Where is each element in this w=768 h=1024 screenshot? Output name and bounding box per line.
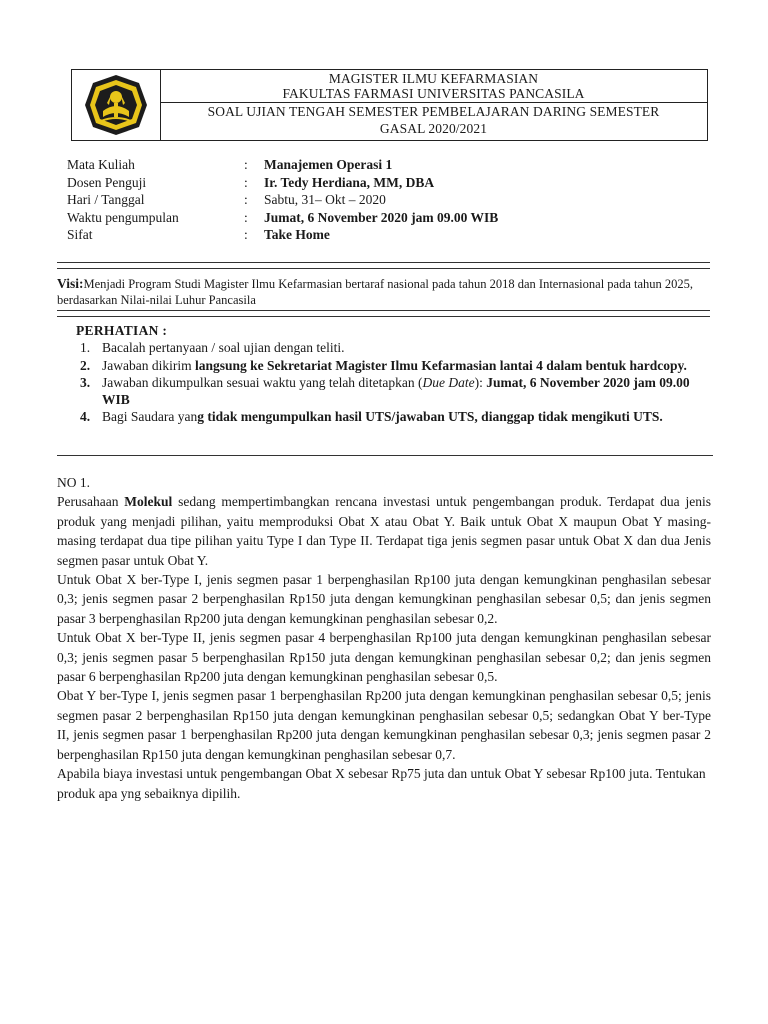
paragraph-text: Perusahaan xyxy=(57,494,125,510)
notice-number: 3. xyxy=(80,375,91,390)
notice-item xyxy=(80,375,700,408)
question-paragraph: Apabila biaya investasi untuk pengembangan Obat X sebesar Rp75 juta dan untuk Obat Y sebesar Rp100 juta. Tentukan produk apa yng sebaiknya dipilih. xyxy=(57,766,706,801)
notice-text: ): xyxy=(474,375,487,390)
notice-text-italic: Due Date xyxy=(422,375,475,390)
question-paragraph: Untuk Obat X ber-Type I, jenis segmen pasar 1 berpenghasilan Rp100 juta dengan kemungkinan penghasilan sebesar 0,3; jenis segmen pasar 2 berpenghasilan Rp150 juta dengan kemungkinan penghasilan sebesar 0,5; dan jenis segmen pasar 3 berpenghasilan Rp200 juta dengan kemungkinan penghasilan sebesar 0,2. xyxy=(57,572,711,626)
meta-value: Ir. Tedy Herdiana, MM, DBA xyxy=(264,174,435,190)
section-rule xyxy=(57,455,713,456)
notice-text-bold: Jumat, 6 November 2020 jam 09.00 WIB xyxy=(102,375,690,407)
meta-label: Mata Kuliah xyxy=(67,157,135,172)
header-divider xyxy=(160,102,707,103)
question-paragraph: Obat Y ber-Type I, jenis segmen pasar 1 berpenghasilan Rp200 juta dengan kemungkinan penghasilan sebesar 0,5; jenis segmen pasar 2 berpenghasilan Rp150 juta dengan kemungkinan penghasilan sebesar 0,5; sedangkan Obat Y ber-Type II, jenis segmen pasar 1 berpenghasilan Rp200 juta dengan kemungkinan penghasilan sebesar 0,3; jenis segmen pasar 2 berpenghasilan Rp150 juta dengan kemungkinan penghasilan sebesar 0,7. xyxy=(57,688,711,762)
notice-text-bold: langsung ke Sekretariat Magister Ilmu Kefarmasian lantai 4 dalam bentuk hardcopy. xyxy=(194,357,687,373)
notice-list xyxy=(80,340,700,427)
notice-item xyxy=(80,358,700,375)
meta-label: Waktu pengumpulan xyxy=(67,209,179,225)
notice-item xyxy=(80,340,700,357)
meta-label: Hari / Tanggal xyxy=(67,192,145,207)
meta-value: Sabtu, 31– Okt – 2020 xyxy=(264,192,386,207)
notice-number: 4. xyxy=(80,409,91,424)
company-name: Molekul xyxy=(124,494,173,510)
notice-item xyxy=(80,409,700,426)
notice-text-bold: g tidak mengumpulkan hasil UTS/jawaban UTS, dianggap tidak mengikuti UTS. xyxy=(197,409,663,424)
paragraph-text: sedang mempertimbangkan rencana investasi untuk pengembangan produk. Terdapat dua jenis produk yang menjadi pilihan, yaitu memproduksi Obat X atau Obat Y. Baik untuk Obat X maupun Obat Y masing-masing terdapat dua tipe pilihan yaitu Type I dan Type II. Terdapat tiga jenis segmen pasar untuk Obat X dan dua Jenis segmen pasar untuk Obat Y. xyxy=(57,494,711,568)
faculty-name: FAKULTAS FARMASI UNIVERSITAS PANCASILA xyxy=(282,86,585,101)
notice-number: 1. xyxy=(80,340,91,355)
notice-title: PERHATIAN : xyxy=(76,323,168,338)
double-rule-top xyxy=(57,262,710,269)
meta-colon: : xyxy=(244,192,248,207)
program-name: MAGISTER ILMU KEFARMASIAN xyxy=(328,71,539,86)
exam-header xyxy=(71,69,708,141)
double-rule-bottom xyxy=(57,310,710,317)
question-paragraph: Untuk Obat X ber-Type II, jenis segmen pasar 4 berpenghasilan Rp100 juta dengan kemungkinan penghasilan sebesar 0,3; jenis segmen pasar 5 berpenghasilan Rp150 juta dengan kemungkinan penghasilan sebesar 0,2; dan jenis segmen pasar 6 berpenghasilan Rp200 juta dengan kemungkinan penghasilan sebesar 0,5. xyxy=(57,630,711,685)
header-title-cell xyxy=(160,70,707,140)
vision-label: Visi: xyxy=(57,276,84,291)
logo-cell xyxy=(72,70,161,140)
notice-text: Bagi Saudara yan xyxy=(102,409,198,424)
question-paragraph xyxy=(57,492,711,570)
meta-colon: : xyxy=(244,157,248,172)
meta-value: Manajemen Operasi 1 xyxy=(264,157,393,172)
meta-value: Take Home xyxy=(264,227,330,242)
notice-text: Jawaban dikumpulkan sesuai waktu yang telah ditetapkan ( xyxy=(102,375,423,390)
notice-text: Bacalah pertanyaan / soal ujian dengan teliti. xyxy=(102,340,345,355)
question-body xyxy=(57,473,711,803)
question-number: NO 1. xyxy=(57,475,90,490)
vision-text: Menjadi Program Studi Magister Ilmu Kefarmasian bertaraf nasional pada tahun 2018 dan Internasional pada tahun 2025, berdasarkan Nilai-nilai Luhur Pancasila xyxy=(57,277,694,307)
meta-label: Dosen Penguji xyxy=(67,174,147,190)
vision-statement xyxy=(57,276,712,308)
meta-value: Jumat, 6 November 2020 jam 09.00 WIB xyxy=(264,209,499,225)
exam-semester: GASAL 2020/2021 xyxy=(379,121,488,136)
exam-title: SOAL UJIAN TENGAH SEMESTER PEMBELAJARAN DARING SEMESTER xyxy=(207,104,660,119)
meta-colon: : xyxy=(244,174,248,190)
meta-colon: : xyxy=(244,209,248,225)
notice-number: 2. xyxy=(80,357,91,373)
notice-text: Jawaban dikirim xyxy=(102,357,195,373)
meta-label: Sifat xyxy=(67,227,93,242)
meta-colon: : xyxy=(244,227,248,242)
university-seal-logo xyxy=(81,73,151,137)
